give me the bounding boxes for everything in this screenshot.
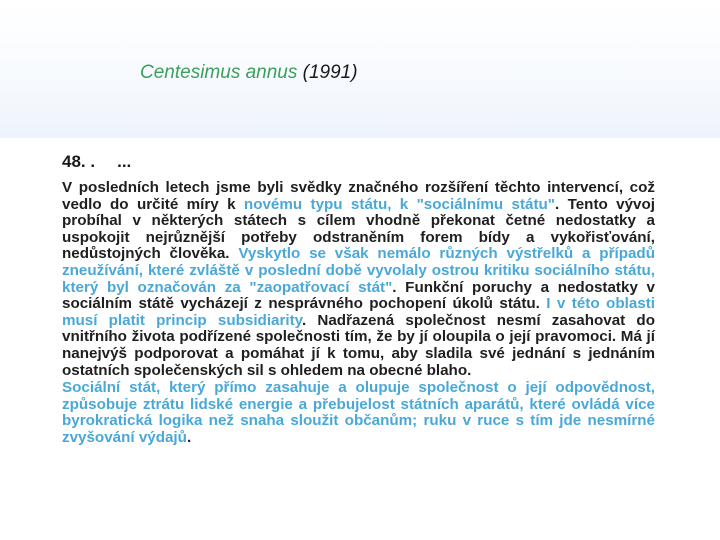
paragraph-1-text-1: V posledních letech jsme byli svědky značného rozšíření těchto intervencí, což vedlo do určité míry k xyxy=(62,179,655,213)
paragraph-1-highlight-2: Vyskytlo se však nemálo různých výstřelků a případů zneužívání, které zvláště v poslední době vyvolaly ostrou kritiku sociálního státu, který byl označován za "zaopatřovací stát" xyxy=(62,245,655,296)
section-ellipsis: ... xyxy=(117,152,132,171)
paragraph-1-text-3: . Funkční poruchy a nedostatky v sociálním státě vycházejí z nesprávného pochopení úkolů státu. xyxy=(62,278,655,313)
paragraph-2-highlight-1: Sociální stát, který přímo zasahuje a olupuje společnost o její odpovědnost, způsobuje ztrátu lidské energie a přebujelost státních aparátů, které ovládá více byrokratická logika než snaha sloužit občanům; ruku v ruce s tím jde nesmírné zvyšování výdajů xyxy=(62,379,655,446)
paragraph-1-text-4: . Nadřazená společnost nesmí zasahovat do vnitřního života podřízené společnosti tím, že by jí oloupila o její pravomoci. Má jí nanejvýš podporovat a pomáhat jí k tomu, aby sladila své jednání s jednáním ostatních společenských sil s ohledem na obecné blaho. xyxy=(62,311,655,379)
paragraph-2-text-1: . xyxy=(186,428,192,446)
section-number: 48. . xyxy=(62,152,96,171)
paragraph-1-highlight-1: novému typu státu, k "sociálnímu státu" xyxy=(243,195,555,213)
paragraph-1-text-2: . Tento vývoj probíhal v některých státech s cílem vhodně překonat četné nedostatky a uspokojit nejrůznější potřeby odstraněním forem bídy a vykořisťování, nedůstojných člověka. xyxy=(62,195,655,263)
slide-title xyxy=(140,62,358,84)
title-latin: Centesimus annus xyxy=(140,62,298,83)
header-band xyxy=(0,0,720,138)
paragraph-1 xyxy=(62,180,655,379)
paragraph-1-highlight-3: I v této oblasti musí platit princip subsidiarity xyxy=(62,295,655,329)
title-year: (1991) xyxy=(302,62,358,83)
paragraph-2 xyxy=(62,380,655,446)
body-text xyxy=(62,180,655,448)
section-number-line xyxy=(62,152,131,172)
